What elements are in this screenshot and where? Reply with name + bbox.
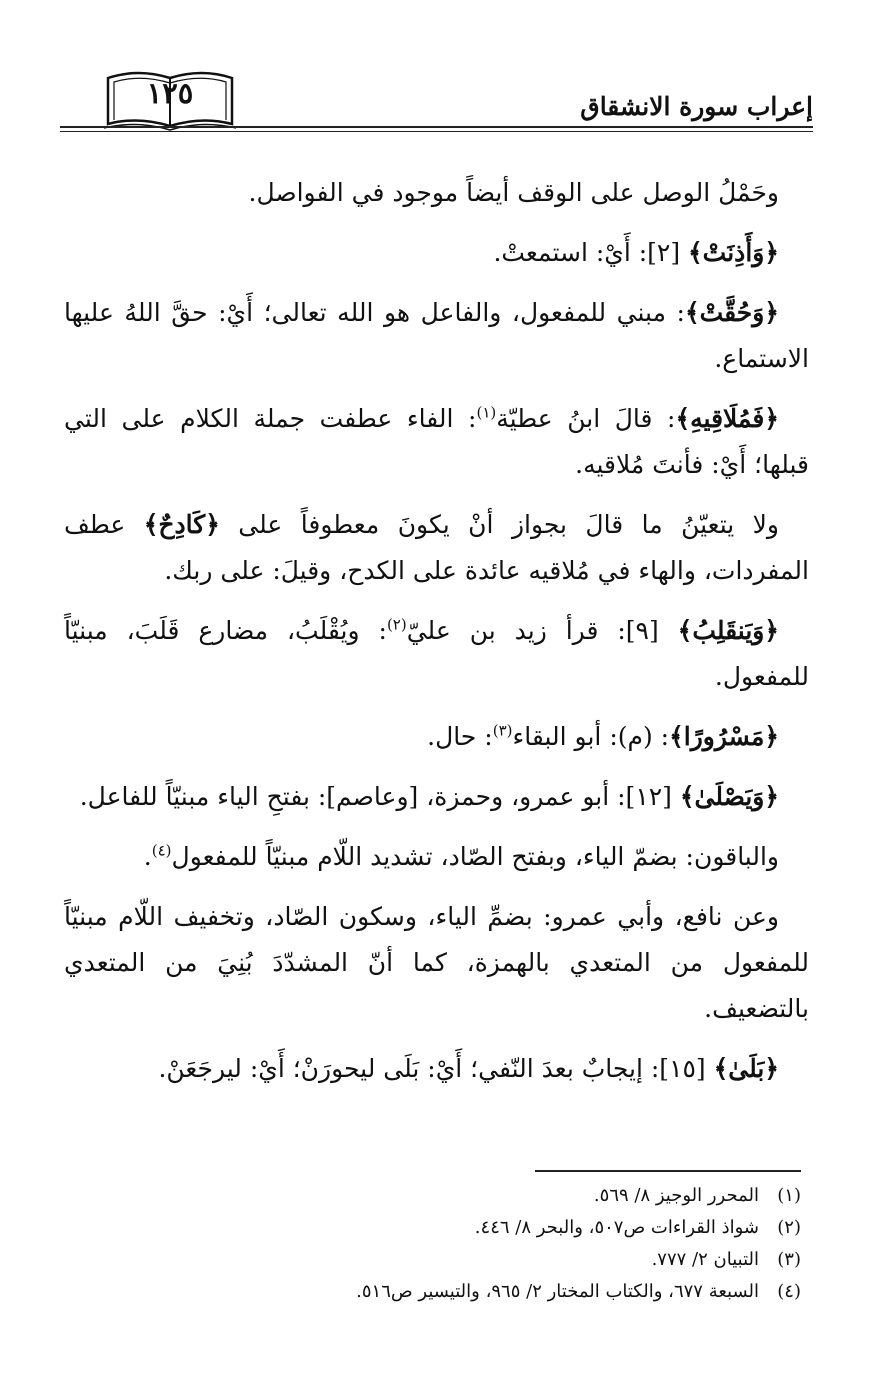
footnote-divider — [535, 1170, 801, 1172]
paragraph-text: ولا يتعيّنُ ما قالَ بجواز أنْ يكونَ معطوفاً على — [219, 510, 779, 539]
main-text — [64, 170, 809, 1106]
footnote-number: (٤) — [777, 1281, 801, 1302]
footnote-marker[interactable]: (٢) — [386, 615, 407, 634]
paragraph — [64, 1046, 809, 1092]
paragraph — [64, 290, 809, 382]
quranic-word: ﴿بَلَىٰ﴾ — [713, 1054, 779, 1083]
header-rule-thin — [60, 131, 813, 132]
paragraph-text: وحَمْلُ الوصل على الوقف أيضاً موجود في الفواصل. — [248, 178, 779, 207]
paragraph-text: [١٥]: إيجابٌ بعدَ النّفي؛ أَيْ: بَلَى ليحورَنْ؛ أَيْ: ليرجَعَنْ. — [158, 1054, 714, 1083]
quranic-word: ﴿وَحُقَّتْ﴾ — [684, 298, 779, 327]
paragraph — [64, 834, 809, 880]
footnote — [64, 1212, 801, 1244]
footnote-number: (٢) — [777, 1217, 801, 1238]
paragraph-text: . — [143, 842, 152, 871]
quranic-word: ﴿فَمُلَاقِيهِ﴾ — [675, 404, 779, 433]
footnote-text: المحرر الوجيز ٨/ ٥٦٩. — [593, 1185, 759, 1206]
paragraph — [64, 396, 809, 488]
paragraph-text: وعن نافع، وأبي عمرو: بضمِّ الياء، وسكون الصّاد، وتخفيف اللّام مبنيّاً للمفعول من المتعدي بالهمزة، كما أنّ المشدّدَ بُنِيَ من المتعدي بالتضعيف. — [64, 902, 809, 1023]
page-number: ١٢٥ — [146, 76, 194, 110]
paragraph — [64, 608, 809, 700]
paragraph — [64, 170, 809, 216]
footnote-text: شواذ القراءات ص٥٠٧، والبحر ٨/ ٤٤٦. — [474, 1217, 759, 1238]
footnote-text: السبعة ٦٧٧، والكتاب المختار ٢/ ٩٦٥، والتيسير ص٥١٦. — [356, 1281, 759, 1302]
paragraph-text: [٢]: أَيْ: استمعتْ. — [493, 238, 689, 267]
paragraph — [64, 774, 809, 820]
paragraph — [64, 894, 809, 1032]
paragraph — [64, 714, 809, 760]
footnote — [64, 1244, 801, 1276]
page-header — [60, 62, 813, 134]
paragraph-text: : ويُقْلَبُ، مضارع قَلَبَ، مبنيّاً للمفعول. — [64, 616, 809, 691]
quranic-word: ﴿كَادِحٌ﴾ — [143, 510, 220, 539]
paragraph-text: : قالَ ابنُ عطيّة — [496, 404, 676, 433]
paragraph-text: : (م): أبو البقاء — [512, 722, 670, 751]
footnote-number: (١) — [777, 1185, 801, 1206]
quranic-word: ﴿مَسْرُورًا﴾ — [669, 722, 779, 751]
footnote — [64, 1276, 801, 1308]
paragraph-text: [٩]: قرأ زيد بن عليّ — [406, 616, 678, 645]
running-title: إعراب سورة الانشقاق — [580, 92, 813, 121]
quranic-word: ﴿وَيَصْلَىٰ﴾ — [679, 782, 779, 811]
quranic-word: ﴿وَيَنقَلِبُ﴾ — [677, 616, 780, 645]
footnote-marker[interactable]: (٤) — [151, 841, 172, 860]
footnote-number: (٣) — [777, 1249, 801, 1270]
paragraph-text: : مبني للمفعول، والفاعل هو الله تعالى؛ أَيْ: حقَّ اللهُ عليها الاستماع. — [64, 298, 809, 373]
footnote-marker[interactable]: (١) — [476, 403, 497, 422]
paragraph — [64, 502, 809, 594]
paragraph-text: : حال. — [427, 722, 493, 751]
paragraph — [64, 230, 809, 276]
footnotes — [64, 1180, 801, 1308]
paragraph-text: [١٢]: أبو عمرو، وحمزة، [وعاصم]: بفتحِ الياء مبنيّاً للفاعل. — [79, 782, 680, 811]
paragraph-text: والباقون: بضمّ الياء، وبفتح الصّاد، تشديد اللّام مبنيّاً للمفعول — [171, 842, 779, 871]
paragraph-text: : الفاء عطفت جملة الكلام على التي قبلها؛ أَيْ: فأنتَ مُلاقيه. — [64, 404, 809, 479]
footnote — [64, 1180, 801, 1212]
header-rule — [60, 126, 813, 128]
footnote-marker[interactable]: (٣) — [492, 721, 513, 740]
quranic-word: ﴿وَأَذِنَتْ﴾ — [688, 238, 779, 267]
footnote-text: التبيان ٢/ ٧٧٧. — [651, 1249, 759, 1270]
paragraph-text: عطف المفردات، والهاء في مُلاقيه عائدة على الكدح، وقيلَ: على ربك. — [64, 510, 809, 585]
